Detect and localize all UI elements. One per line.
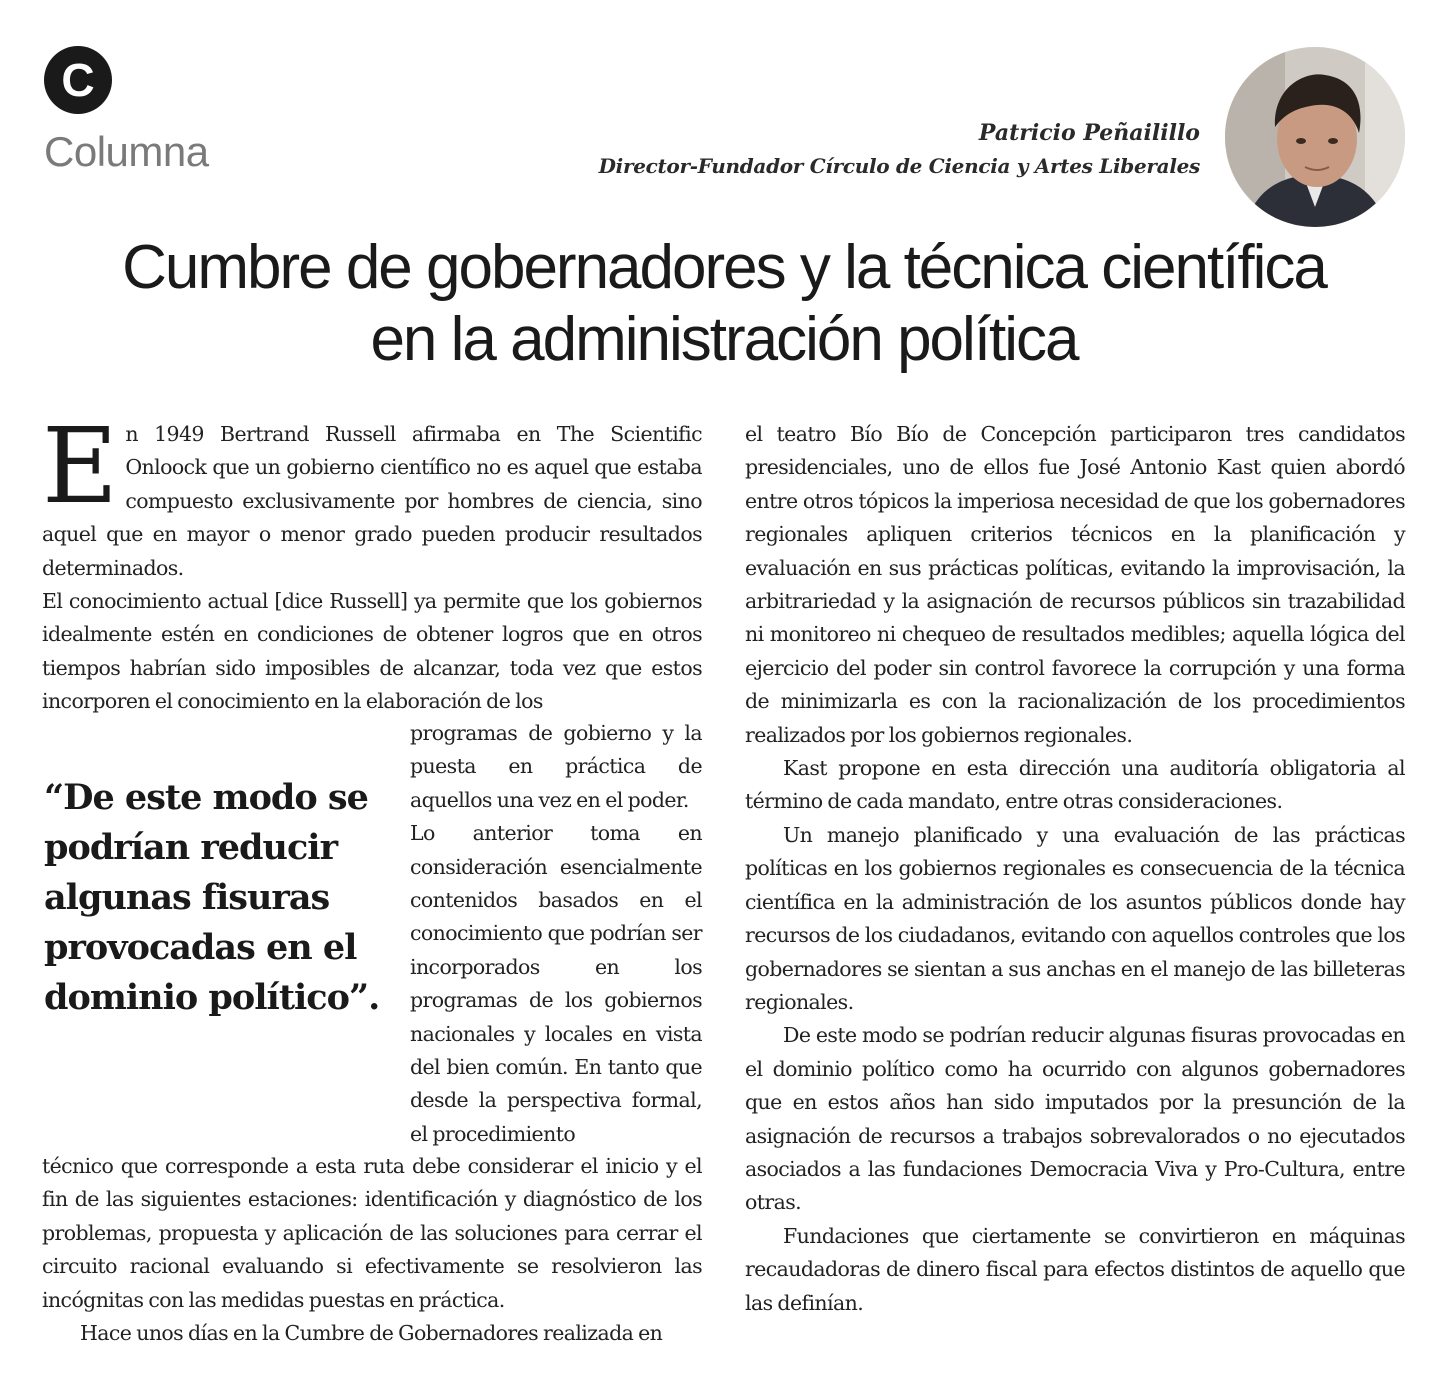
drop-cap: E — [42, 405, 118, 527]
paragraph-4: Hace unos días en la Cumbre de Gobernadores realizada en — [80, 1321, 663, 1346]
author-photo-illustration — [1225, 47, 1405, 227]
paragraph-2-continued: programas de gobierno y la puesta en práctica de aquellos una vez en el poder. — [410, 721, 702, 812]
body-column-left-top — [42, 405, 702, 719]
headline-line-2: en la administración política — [370, 305, 1078, 374]
paragraph-7: De este modo se podrían reducir algunas fisuras provocadas en el dominio político como ha ocurrido con algunos gobernadores que en estos años han sido imputados por la presunción de la asignación de recursos a trabajos sobrevalorados o no ejecutados asociados a las fundaciones Democracia Viva y Pro-Cultura, entre otras. — [745, 1023, 1405, 1215]
paragraph-3: Lo anterior toma en consideración esencialmente contenidos basados en el conocimiento que podrían ser incorporados en los programas de los gobiernos nacionales y locales en vista del bien común. En tanto que desde la perspectiva formal, el procedimiento — [410, 821, 702, 1146]
paragraph-5: Kast propone en esta dirección una auditoría obligatoria al término de cada mandato, entre otras consideraciones. — [745, 756, 1405, 814]
headline — [20, 232, 1428, 376]
author-role: Director-Fundador Círculo de Ciencia y Artes Liberales — [598, 154, 1200, 178]
paragraph-8: Fundaciones que ciertamente se convirtieron en máquinas recaudadoras de dinero fiscal para efectos distintos de aquello que las definían. — [745, 1223, 1405, 1315]
section-badge: C — [44, 46, 112, 114]
body-column-left-bottom — [42, 1150, 702, 1350]
section-label: Columna — [44, 128, 209, 175]
paragraph-4-continued: el teatro Bío Bío de Concepción participaron tres candidatos presidenciales, uno de ellos fue José Antonio Kast quien abordó entre otros tópicos la imperiosa necesidad de que los gobernadores regionales apliquen criterios técnicos en la planificación y evaluación en sus prácticas políticas, evitando la improvisación, la arbitrariedad y la asignación de recursos públicos sin trazabilidad ni monitoreo ni chequeo de resultados medibles; aquella lógica del ejercicio del poder sin control favorece la corrupción y una forma de minimizarla es con la racionalización de los procedimientos realizados por los gobiernos regionales. — [745, 422, 1405, 747]
pull-quote: “De este modo se podrían reducir algunas fisuras provocadas en el dominio político”. — [44, 777, 380, 1018]
paragraph-3-continued: técnico que corresponde a esta ruta debe considerar el inicio y el fin de las siguientes estaciones: identificación y diagnóstico de los problemas, propuesta y aplicación de las soluciones para cerrar el circuito racional evaluando si efectivamente se resolvieron las incógnitas con las medidas puestas en práctica. — [42, 1154, 702, 1312]
author-name: Patricio Peñailillo — [978, 120, 1200, 146]
paragraph-1 — [42, 405, 702, 585]
body-column-right — [745, 418, 1405, 1320]
paragraph-1-text: n 1949 Bertrand Russell afirmaba en The Scientific Onloock que un gobierno científico no es aquel que estaba compuesto exclusivamente por hombres de ciencia, sino aquel que en mayor o menor grado pueden producir resultados determinados. — [42, 422, 702, 580]
author-photo — [1225, 47, 1405, 227]
paragraph-6: Un manejo planificado y una evaluación de las prácticas políticas en los gobiernos regionales es consecuencia de la técnica científica en la administración de los asuntos públicos donde hay recursos de los ciudadanos, evitando con aquellos controles que los gobernadores se sientan a sus anchas en el manejo de las billeteras regionales. — [745, 822, 1405, 1014]
headline-line-1: Cumbre de gobernadores y la técnica científica — [122, 233, 1326, 302]
paragraph-2: El conocimiento actual [dice Russell] ya permite que los gobiernos idealmente estén en condiciones de obtener logros que en otros tiempos habrían sido imposibles de alcanzar, toda vez que estos incorporen el conocimiento en la elaboración de los — [42, 589, 702, 714]
body-column-left-inset — [410, 717, 702, 1151]
